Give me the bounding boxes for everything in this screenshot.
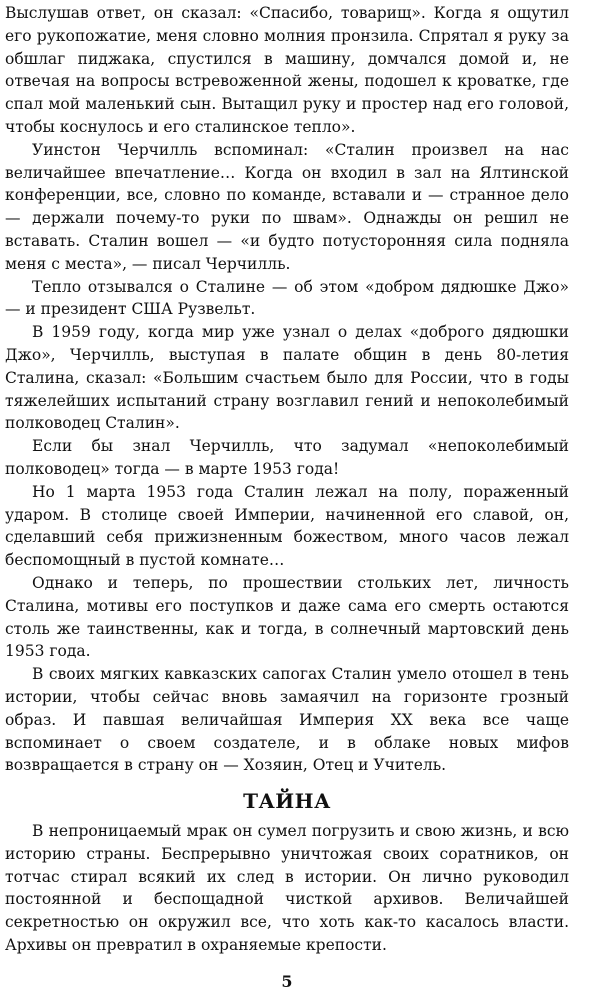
paragraph: Однако и теперь, по прошествии стольких лет, личность Сталина, мотивы его поступков и даже сама его смерть остаются столь же таинственны, как и тогда, в солнечный мартовский день 1953 года. xyxy=(5,573,569,661)
paragraph: Но 1 марта 1953 года Сталин лежал на полу, пораженный ударом. В столице своей Империи, начиненной его славой, он, сделавший себя прижизненным божеством, много часов лежал беспомощный в пустой комнате… xyxy=(5,482,569,570)
paragraph: В непроницаемый мрак он сумел погрузить и свою жизнь, и всю историю страны. Беспрерывно уничтожая своих соратников, он тотчас стирал всякий их след в истории. Он лично руководил постоянной и беспощадной чисткой архивов. Величайшей секретностью он окружил все, что хоть как-то касалось власти. Архивы он превратил в охраняемые крепости. xyxy=(5,822,569,954)
paragraph: Тепло отзывался о Сталине — об этом «добром дядюшке Джо» — и президент США Рузвельт. xyxy=(5,277,569,319)
paragraph: Уинстон Черчилль вспоминал: «Сталин произвел на нас величайшее впечатление… Когда он входил в зал на Ялтинской конференции, все, словно по команде, вставали и — странное дело — держали почему-то руки по швам». Однажды он решил не вставать. Сталин вошел — «и будто потусторонняя сила подняла меня с места», — писал Черчилль. xyxy=(5,140,569,273)
paragraph: Если бы знал Черчилль, что задумал «непоколебимый полководец» тогда — в марте 1953 года! xyxy=(5,437,569,478)
page-number: 5 xyxy=(281,972,293,991)
section-body-text xyxy=(5,820,569,957)
paragraph: В своих мягких кавказских сапогах Сталин умело отошел в тень истории, чтобы сейчас вновь замаячил на горизонте грозный образ. И павшая величайшая Империя XX века все чаще вспоминает о своем создателе, и в облаке новых мифов возвращается в страну он — Хозяин, Отец и Учитель. xyxy=(5,665,569,775)
paragraph: В 1959 году, когда мир уже узнал о делах «доброго дядюшки Джо», Черчилль, выступая в палате общин в день 80-летия Сталина, сказал: «Большим счастьем было для России, что в годы тяжелейших испытаний страну возглавил гений и непоколебимый полководец Сталин». xyxy=(5,323,569,433)
body-text xyxy=(5,2,569,777)
section-heading: ТАЙНА xyxy=(243,789,331,813)
paragraph: Выслушав ответ, он сказал: «Спасибо, товарищ». Когда я ощутил его рукопожатие, меня словно молния пронзила. Спрятал я руку за обшлаг пиджака, спустился в машину, домчался домой и, не отвечая на вопросы встревоженной жены, подошел к кроватке, где спал мой маленький сын. Вытащил руку и простер над его головой, чтобы коснулось и его сталинское тепло». xyxy=(5,4,569,136)
